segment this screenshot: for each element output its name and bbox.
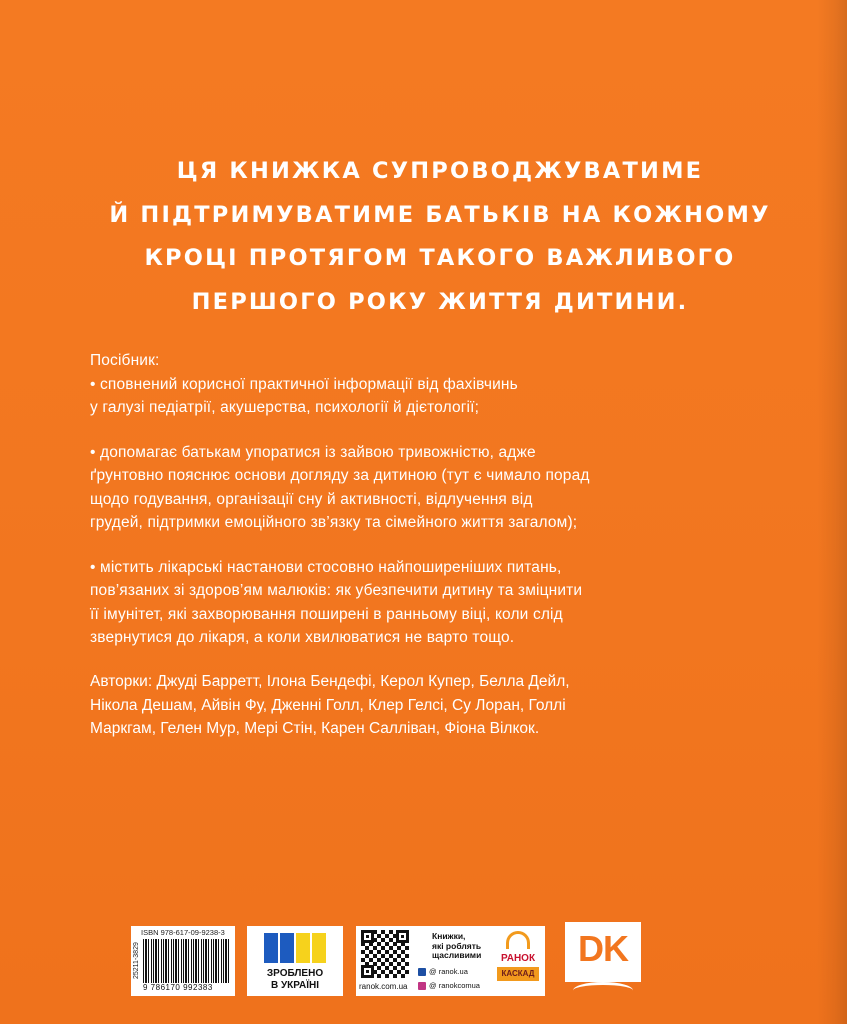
bullet-1-line: • сповнений корисної практичної інформації від фахівчинь <box>90 375 518 393</box>
description-intro: Посібник: <box>90 352 160 369</box>
barcode-digits: 9 786170 992383 <box>143 983 213 992</box>
barcode-icon <box>143 939 231 983</box>
authors-line: Нікола Дешам, Айвін Фу, Дженні Голл, Клер Гелсі, Су Лоран, Голлі <box>90 696 566 714</box>
bullet-2-line: грудей, підтримки емоційного зв’язку та сімейного життя загалом); <box>90 514 578 531</box>
bullet-3-line: звернутися до лікаря, а коли хвилюватися не варто тощо. <box>90 629 515 646</box>
bullet-2-line: ґрунтовно пояснює основи догляду за дитиною (тут є чимало порад <box>90 467 590 484</box>
authors-line: Маркгам, Гелен Мур, Мері Стін, Карен Салліван, Фіона Вілкок. <box>90 720 540 737</box>
publisher-tagline <box>432 932 481 961</box>
made-in-line-2: В УКРАЇНІ <box>270 980 320 991</box>
ranok-logo-text: РАНОК <box>500 953 536 964</box>
headline-line: Й ПІДТРИМУВАТИМЕ БАТЬКІВ НА КОЖНОМУ <box>109 201 771 228</box>
tagline-line: які роблять <box>432 940 482 951</box>
bullet-2-line: щодо годування, організації сну й активності, відлучення від <box>90 490 533 508</box>
tagline-line: щасливими <box>432 950 482 960</box>
tagline-line: Книжки, <box>432 931 466 941</box>
instagram-link <box>418 981 480 990</box>
made-in-ukraine-label <box>247 968 343 992</box>
facebook-icon <box>418 968 426 976</box>
headline-line: ПЕРШОГО РОКУ ЖИТТЯ ДИТИНИ. <box>191 288 689 315</box>
facebook-link <box>418 967 468 976</box>
instagram-icon <box>418 982 426 990</box>
dk-logo-text: DK <box>578 928 628 969</box>
ukraine-flag-icon <box>264 933 326 963</box>
bullet-3-line: її імунітет, які захворювання поширені в ранньому віці, коли слід <box>90 605 563 623</box>
authors <box>90 670 750 741</box>
ranok-logo <box>494 929 542 993</box>
publisher-info-panel <box>356 926 545 996</box>
sun-icon <box>506 931 530 949</box>
made-in-ukraine-badge <box>247 926 343 996</box>
qr-code-icon[interactable] <box>361 930 409 978</box>
headline <box>90 150 790 324</box>
authors-line: Авторки: Джуді Барретт, Ілона Бендефі, Керол Купер, Белла Дейл, <box>90 673 570 690</box>
headline-line: ЦЯ КНИЖКА СУПРОВОДЖУВАТИМЕ <box>176 158 704 184</box>
description <box>90 349 750 650</box>
bullet-2-line: • допомагає батькам упоратися із зайвою тривожністю, адже <box>90 443 536 461</box>
dk-logo <box>565 922 641 998</box>
bullet-3-line: пов’язаних зі здоров’ям малюків: як убезпечити дитину та зміцнити <box>90 582 583 599</box>
isbn-barcode-panel <box>131 926 235 996</box>
bullet-1-line: у галузі педіатрії, акушерства, психології й дієтології; <box>90 399 480 416</box>
made-in-line-1: ЗРОБЛЕНО <box>266 968 324 979</box>
instagram-handle: @ ranokcomua <box>429 981 480 990</box>
spine-shadow <box>817 0 847 1024</box>
publisher-website: ranok.com.ua <box>359 982 408 991</box>
isbn-number: ISBN 978-617-09-9238-3 <box>141 928 225 937</box>
kaskad-logo-text: КАСКАД <box>497 967 539 981</box>
bullet-3-line: • містить лікарські настанови стосовно найпоширеніших питань, <box>90 558 562 576</box>
headline-line: КРОЦІ ПРОТЯГОМ ТАКОГО ВАЖЛИВОГО <box>144 245 736 271</box>
facebook-handle: @ ranok.ua <box>429 967 468 976</box>
isbn-vertical-code: 25211-3829 <box>133 942 140 980</box>
open-book-icon <box>573 982 633 999</box>
